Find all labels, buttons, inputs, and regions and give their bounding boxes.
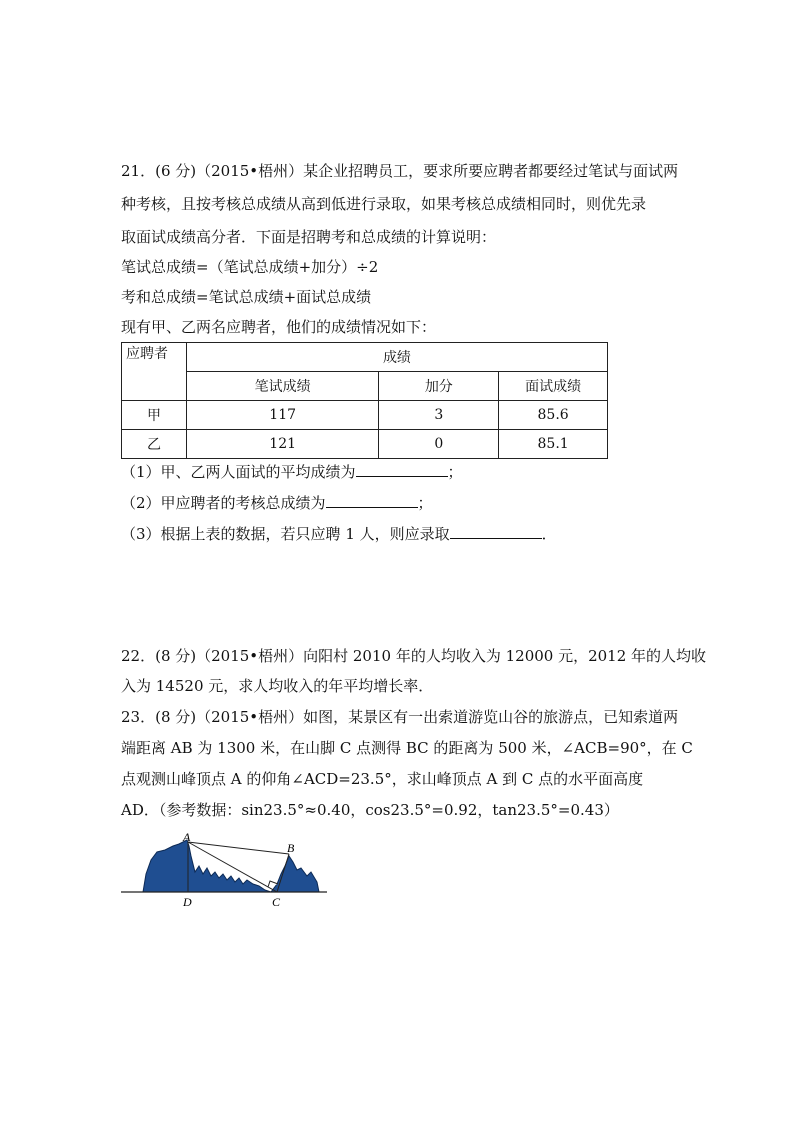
row-written: 117 (186, 401, 379, 430)
q21-intro: 现有甲、乙两名应聘者，他们的成绩情况如下： (121, 318, 437, 336)
answer-blank-2[interactable] (326, 492, 418, 508)
q21-part-2 (121, 492, 433, 513)
q21-formula-2: 考和总成绩=笔试总成绩+面试总成绩 (121, 288, 372, 306)
mountain-figure (121, 832, 331, 912)
table-header-row (122, 343, 608, 372)
label-a: A (183, 832, 191, 844)
score-table (121, 342, 608, 459)
table-row (122, 430, 608, 459)
q22-line-1: 22．(8 分)（2015•梧州）向阳村 2010 年的人均收入为 12000 元，2012 年的人均收 (121, 647, 707, 665)
q22-line-2: 入为 14520 元，求人均收入的年平均增长率． (121, 677, 434, 695)
q21-part-3-text: （3）根据上表的数据，若只应聘 1 人，则应录取 (121, 525, 450, 543)
answer-blank-3[interactable] (450, 523, 542, 539)
q21-formula-1: 笔试总成绩=（笔试总成绩+加分）÷2 (121, 258, 379, 276)
label-b: B (287, 841, 295, 855)
q23-line-1: 23．(8 分)（2015•梧州）如图，某景区有一出索道游览山谷的旅游点，已知索道两 (121, 708, 679, 726)
q21-part-2-end: ； (417, 494, 433, 512)
table-row (122, 401, 608, 430)
q21-line-2: 种考核，且按考核总成绩从高到低进行录取，如果考核总成绩相同时，则优先录 (121, 195, 647, 213)
q21-line-1: 21．(6 分)（2015•梧州）某企业招聘员工，要求所要应聘者都要经过笔试与面试两 (121, 162, 679, 180)
cable-ab (188, 842, 289, 854)
q21-part-1-end: ； (447, 463, 463, 481)
subheader-interview: 面试成绩 (499, 372, 608, 401)
row-interview: 85.1 (499, 430, 608, 459)
q21-part-3 (121, 523, 557, 544)
q23-line-3: 点观测山峰顶点 A 的仰角∠ACD=23.5°，求山峰顶点 A 到 C 点的水平面高度 (121, 770, 644, 788)
q21-part-2-text: （2）甲应聘者的考核总成绩为 (121, 494, 326, 512)
q21-part-1-text: （1）甲、乙两人面试的平均成绩为 (121, 463, 356, 481)
label-d: D (183, 895, 192, 909)
row-name: 乙 (122, 430, 187, 459)
row-bonus: 3 (379, 401, 499, 430)
row-written: 121 (186, 430, 379, 459)
table-subheader-row (122, 372, 608, 401)
q23-line-2: 端距离 AB 为 1300 米，在山脚 C 点测得 BC 的距离为 500 米，∠ACB=90°，在 C (121, 739, 693, 757)
row-name: 甲 (122, 401, 187, 430)
q23-line-4: AD．（参考数据：sin23.5°≈0.40，cos23.5°=0.92，tan23.5°=0.43） (121, 801, 619, 819)
q21-part-3-end: ． (541, 525, 557, 543)
label-c: C (272, 895, 281, 909)
q21-part-1 (121, 461, 463, 482)
row-interview: 85.6 (499, 401, 608, 430)
row-bonus: 0 (379, 430, 499, 459)
header-scores: 成绩 (186, 343, 607, 372)
header-applicant: 应聘者 (122, 343, 187, 401)
q21-line-3: 取面试成绩高分者．下面是招聘考和总成绩的计算说明： (121, 228, 497, 246)
subheader-bonus: 加分 (379, 372, 499, 401)
answer-blank-1[interactable] (356, 461, 448, 477)
subheader-written: 笔试成绩 (186, 372, 379, 401)
